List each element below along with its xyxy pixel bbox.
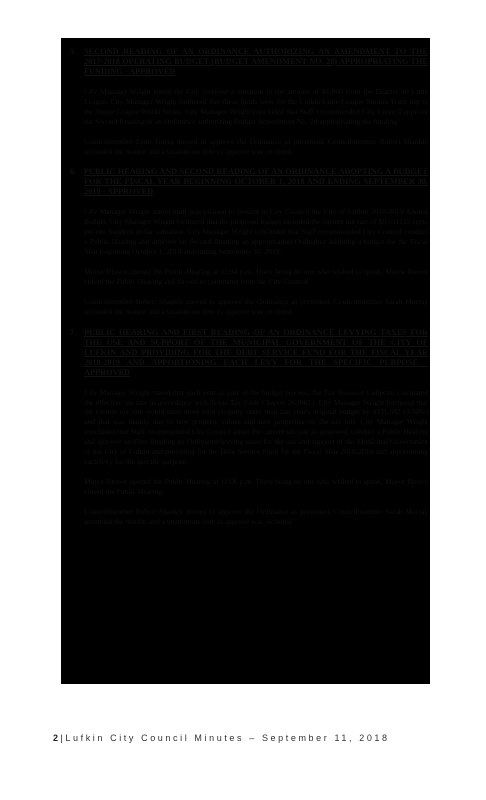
agenda-item	[70, 47, 428, 156]
agenda-item	[70, 167, 428, 316]
agenda-item-header	[70, 328, 428, 378]
agenda-item-paragraph: City Manager Wright stated Staff was pleased to present to City Council the City of Lufkin 2018-2019 Annual Budget. City Manager Wright furthered that the proposed budget included the current tax rate of $0.531135 cents per one hundred dollar valuation. City Manager Wright concluded that Staff recommended City Council conduct a Public Hearing and approve on Second Reading an appropriation Ordinance adopting a budget for the Fiscal Year beginning October 1, 2018 and ending September 30, 2019.	[84, 207, 428, 257]
agenda-item-paragraph: Councilmember Robert Shankle moved to approve the Ordinance as presented. Councilmember Sarah Murray seconded the motion and a unanimous vote to approve was recorded.	[84, 296, 428, 316]
agenda-item-header	[70, 167, 428, 197]
agenda-item-heading: SECOND READING OF AN ORDINANCE AUTHORIZING AN AMENDMENT TO THE 2017-2018 OPERATING BUDGET (BUDGET AMENDMENT NO. 20) APPROPRIATING THE FUNDING - APPROVED	[84, 47, 428, 76]
agenda-item-paragraph: Mayor Brown opened the Public Hearing at 12:06 p.m. There being no one who wished to speak, Mayor Brown closed the Public Hearing.	[84, 476, 428, 496]
agenda-item-paragraph: Councilmember Lynn Torres moved to approve the Ordinance as presented. Councilmember Robert Shankle seconded the motion and a unanimous vote to approve was recorded.	[84, 136, 428, 156]
agenda-item-header	[70, 47, 428, 77]
footer-separator: |	[60, 733, 63, 743]
agenda-item	[70, 328, 428, 527]
agenda-item-number: 6.	[70, 167, 77, 177]
minutes-body	[70, 47, 428, 537]
agenda-item-paragraph: City Manager Wright stated the City received a donation in the amount of $1,000 from the District 10 Little League. City Manager Wright furthered that these funds were for the Lufkin Little League Juniors Team trip to the Junior League World Series. City Manager Wright concluded that Staff recommended City Council approve the Second Reading of an Ordinance authorizing Budget Amendment No. 20 appropriating the funding.	[84, 87, 428, 126]
agenda-item-paragraph: Councilmember Robert Shankle moved to approve the Ordinance as presented. Councilmember Sarah Murray seconded the motion and a unanimous vote to approve was recorded.	[84, 506, 428, 526]
page-number: 2	[53, 733, 59, 743]
agenda-item-number: 7.	[70, 327, 77, 337]
agenda-item-number: 5.	[70, 47, 77, 56]
footer-text: Lufkin City Council Minutes – September 11, 2018	[65, 733, 390, 743]
agenda-item-paragraph: City Manager Wright stated that each year as part of the budget process, the Tax Assessor Collector calculated the effective tax rate in accordance with Texas Tax Code Chapter 26.04(1). City Manager Wright furthered that the current tax rate would raise more total property taxes than last year's original budget by $331,382 (3.50%) and that was mainly due to new property values and new properties on the tax roll. City Manager Wright concluded that Staff recommended City Council adopt the current tax rate as proposed, conduct a Public Hearing and approve on First Reading an Ordinance levying taxes for the use and support of the Municipal Government of the City of Lufkin and providing for the Debt Service Fund for the Fiscal Year 2018-2019 and apportioning each levy for the specific purpose.	[84, 387, 428, 466]
page-footer	[53, 733, 390, 743]
agenda-item-heading: PUBLIC HEARING AND FIRST READING OF AN ORDINANCE LEVYING TAXES FOR THE USE AND SUPPORT OF THE MUNICIPAL GOVERNMENT OF THE CITY OF LUFKIN AND PROVIDING FOR THE DEBT SERVICE FUND FOR THE FISCAL YEAR 2018-2019 AND APPORTIONING EACH LEVY FOR THE SPECIFIC PURPOSE - APPROVED	[84, 327, 428, 377]
agenda-item-paragraph: Mayor Brown opened the Public Hearing at 12:04 p.m. There being no one who wished to speak, Mayor Brown closed the Public Hearing and moved to comments from the City Council.	[84, 266, 428, 286]
agenda-item-heading: PUBLIC HEARING AND SECOND READING OF AN ORDINANCE ADOPTING A BUDGET FOR THE FISCAL YEAR BEGINNING OCTOBER 1, 2018 AND ENDING SEPTEMBER 30, 2019 - APPROVED	[84, 167, 428, 197]
